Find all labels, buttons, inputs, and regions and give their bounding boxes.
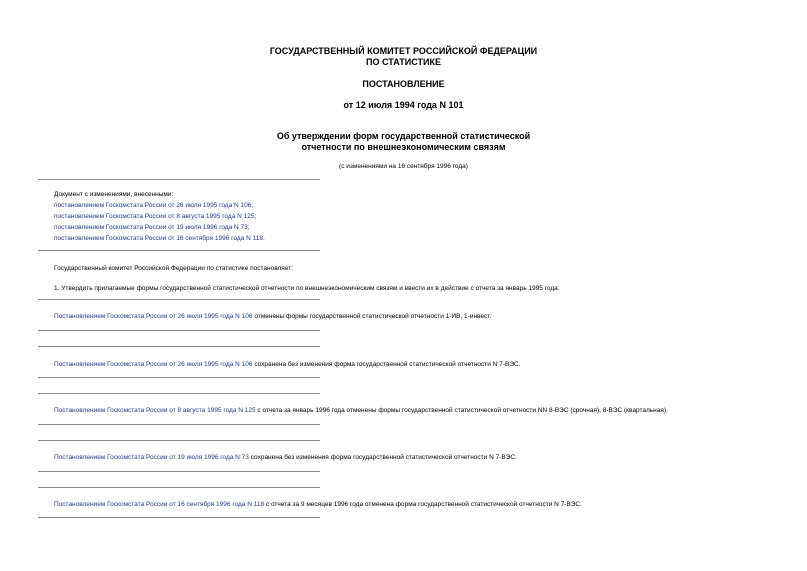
note-2-link[interactable]: Постановлением Госкомстата России от 26 июля 1995 года N 106 — [54, 361, 253, 368]
divider — [38, 330, 320, 331]
amendment-link-1[interactable]: постановлением Госкомстата России от 26 июля 1995 года N 106; — [54, 202, 254, 209]
divider — [38, 471, 320, 472]
note-1-link[interactable]: Постановлением Госкомстата России от 26 июля 1995 года N 106 — [54, 313, 253, 320]
document-type: ПОСТАНОВЛЕНИЕ — [362, 79, 445, 89]
note-1-text: отменены формы государственной статистической отчетности 1-ИВ, 1-инвест. — [252, 313, 492, 320]
preamble: Государственный комитет Российской Федерации по статистике постановляет: — [54, 265, 293, 272]
amendments-intro: Документ с изменениями, внесенными: — [54, 191, 174, 198]
note-2 — [54, 359, 521, 370]
note-5-link[interactable]: Постановлением Госкомстата России от 16 сентября 1996 года N 118 — [54, 501, 265, 508]
note-3 — [54, 405, 668, 416]
divider — [38, 250, 320, 251]
divider — [38, 377, 320, 378]
amendment-link-3[interactable]: постановлением Госкомстата России от 19 июля 1996 года N 73; — [54, 224, 250, 231]
committee-name-line2: ПО СТАТИСТИКЕ — [366, 57, 441, 67]
item-1: 1. Утвердить прилагаемые формы государственной статистической отчетности по внешнеэкономическим связям и ввести их в действие с отчета за январь 1995 года: — [54, 285, 560, 292]
divider — [38, 440, 320, 441]
divider — [38, 517, 320, 518]
divider — [38, 487, 320, 488]
note-1 — [54, 311, 491, 322]
divider — [38, 346, 320, 347]
note-5-text: с отчета за 9 месяцев 1996 года отменена форма государственной статистической отчетности N 7-ВЭС. — [264, 501, 582, 508]
divider — [38, 424, 320, 425]
document-title-line2: отчетности по внешнеэкономическим связям — [301, 142, 506, 152]
committee-name-line1: ГОСУДАРСТВЕННЫЙ КОМИТЕТ РОССИЙСКОЙ ФЕДЕРАЦИИ — [269, 46, 538, 56]
note-3-link[interactable]: Постановлением Госкомстата России от 8 августа 1995 года N 125 — [54, 407, 256, 414]
amendment-link-4[interactable]: постановлением Госкомстата России от 16 сентября 1996 года N 118. — [54, 235, 265, 242]
note-2-text: сохранена без изменения форма государственной статистической отчетности N 7-ВЭС. — [252, 361, 521, 368]
divider — [38, 393, 320, 394]
amendment-link-2[interactable]: постановлением Госкомстата России от 8 августа 1995 года N 125; — [54, 213, 257, 220]
note-4-link[interactable]: Постановлением Госкомстата России от 19 июля 1996 года N 73 — [54, 454, 249, 461]
document-date: от 12 июля 1994 года N 101 — [343, 100, 464, 110]
changes-note: (с изменениями на 16 сентября 1996 года) — [339, 163, 468, 170]
document-title-line1: Об утверждении форм государственной статистической — [276, 131, 531, 141]
note-3-text: с отчета за январь 1996 года отменены формы государственной статистической отчетности NN 8-ВЭС (срочная), 8-ВЭС (квартальная). — [255, 407, 668, 414]
note-4 — [54, 452, 517, 463]
note-4-text: сохранена без изменения форма государственной статистической отчетности N 7-ВЭС. — [248, 454, 517, 461]
divider — [38, 299, 320, 300]
note-5 — [54, 499, 582, 510]
divider — [38, 179, 320, 180]
